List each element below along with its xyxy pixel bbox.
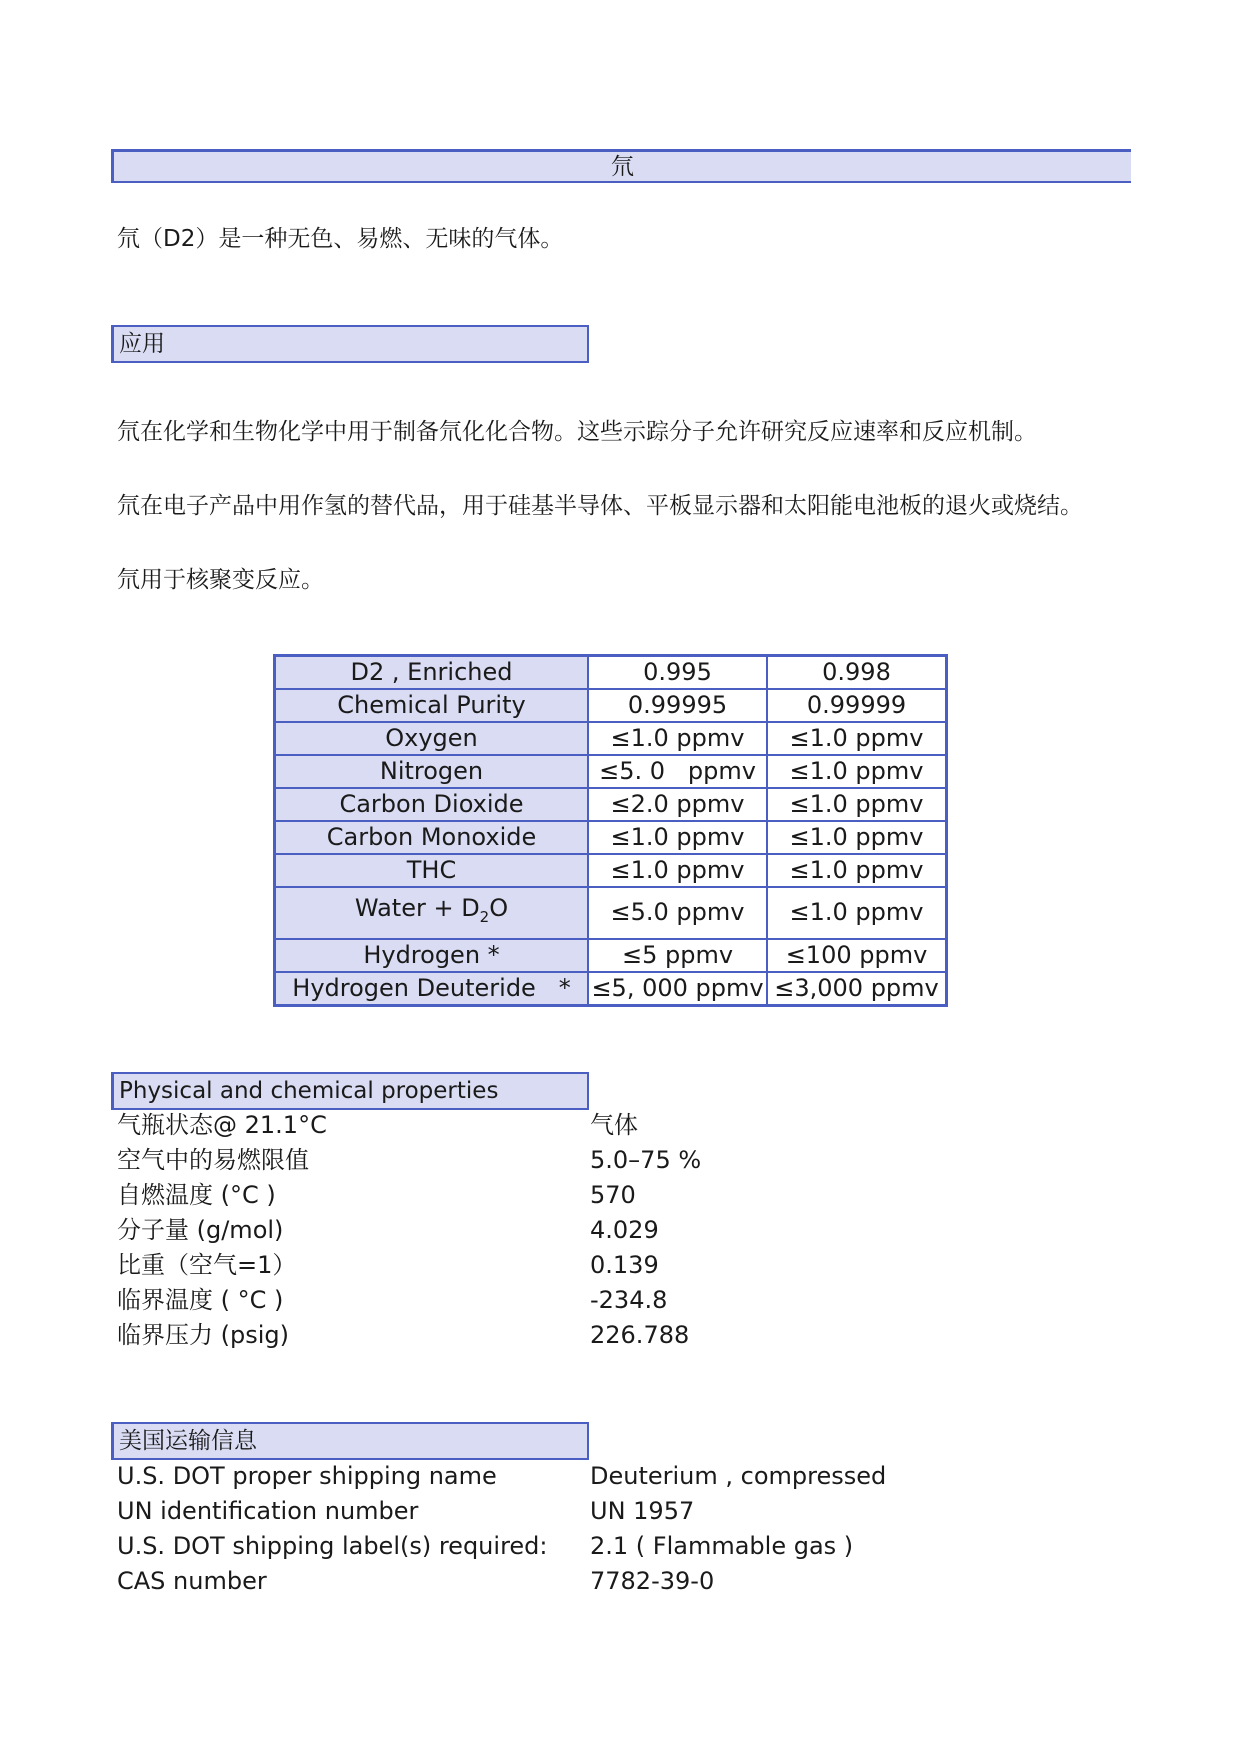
property-label: 分子量 (g/mol) [117,1216,284,1244]
property-label: 自燃温度 (°C ) [117,1181,276,1209]
transport-info-heading: 美国运输信息 [111,1422,589,1460]
table-row [275,972,947,1006]
spec-value-grade-1: ≤1.0 ppmv [588,854,767,887]
spec-value-grade-2: 0.99999 [767,689,947,722]
transport-label: UN identification number [117,1497,419,1525]
spec-value-grade-1: ≤1.0 ppmv [588,722,767,755]
table-row [275,656,947,690]
property-row [117,1318,1117,1353]
property-value: 5.0–75 % [590,1146,702,1174]
spec-value-grade-2: ≤3,000 ppmv [767,972,947,1006]
table-row [275,689,947,722]
property-label: 临界压力 (psig) [117,1321,289,1349]
property-label: 临界温度 ( °C ) [117,1286,284,1314]
transport-value: UN 1957 [590,1497,695,1525]
spec-value-grade-2: ≤1.0 ppmv [767,821,947,854]
specification-table [273,654,948,1007]
spec-name: Carbon Dioxide [275,788,589,821]
applications-heading: 应用 [111,325,589,363]
spec-value-grade-2: ≤100 ppmv [767,939,947,972]
property-row [117,1283,1117,1318]
application-paragraph: 氘用于核聚变反应。 [117,567,324,593]
transport-label: CAS number [117,1567,267,1595]
spec-name: Hydrogen Deuteride * [275,972,589,1006]
spec-value-grade-1: 0.99995 [588,689,767,722]
table-row [275,722,947,755]
property-label: 空气中的易燃限值 [117,1146,309,1174]
property-row [117,1213,1117,1248]
property-value: 气体 [590,1111,638,1139]
spec-value-grade-2: 0.998 [767,656,947,690]
transport-label: U.S. DOT proper shipping name [117,1462,497,1490]
spec-name: Nitrogen [275,755,589,788]
spec-name: Chemical Purity [275,689,589,722]
transport-label: U.S. DOT shipping label(s) required: [117,1532,548,1560]
property-value: -234.8 [590,1286,668,1314]
property-value: 226.788 [590,1321,690,1349]
intro-text: 氘（D2）是一种无色、易燃、无味的气体。 [117,226,564,252]
table-row [275,821,947,854]
spec-value-grade-1: ≤5. 0 ppmv [588,755,767,788]
property-row [117,1248,1117,1283]
spec-value-grade-2: ≤1.0 ppmv [767,755,947,788]
spec-value-grade-2: ≤1.0 ppmv [767,854,947,887]
spec-name: Carbon Monoxide [275,821,589,854]
property-value: 4.029 [590,1216,659,1244]
transport-row [117,1494,1117,1529]
spec-value-grade-1: ≤1.0 ppmv [588,821,767,854]
table-row [275,854,947,887]
spec-value-grade-2: ≤1.0 ppmv [767,887,947,939]
spec-value-grade-1: ≤5.0 ppmv [588,887,767,939]
page-title: 氘 [111,149,1131,183]
table-row [275,788,947,821]
spec-value-grade-1: ≤5 ppmv [588,939,767,972]
transport-value: Deuterium , compressed [590,1462,887,1490]
spec-name: Oxygen [275,722,589,755]
application-paragraph: 氘在电子产品中用作氢的替代品，用于硅基半导体、平板显示器和太阳能电池板的退火或烧结。 [117,493,1083,519]
property-label: 比重（空气=1） [117,1251,297,1279]
property-value: 570 [590,1181,636,1209]
spec-value-grade-1: 0.995 [588,656,767,690]
table-row [275,755,947,788]
physical-properties-heading: Physical and chemical properties [111,1072,589,1110]
table-row [275,887,947,939]
transport-row [117,1529,1117,1564]
spec-value-grade-1: ≤5, 000 ppmv [588,972,767,1006]
transport-value: 7782-39-0 [590,1567,715,1595]
transport-value: 2.1 ( Flammable gas ) [590,1532,854,1560]
property-row [117,1108,1117,1143]
transport-row [117,1564,1117,1599]
property-label: 气瓶状态@ 21.1°C [117,1111,327,1139]
spec-value-grade-1: ≤2.0 ppmv [588,788,767,821]
property-row [117,1178,1117,1213]
property-row [117,1143,1117,1178]
spec-name: THC [275,854,589,887]
spec-value-grade-2: ≤1.0 ppmv [767,788,947,821]
application-paragraph: 氘在化学和生物化学中用于制备氘化化合物。这些示踪分子允许研究反应速率和反应机制。 [117,419,1037,445]
table-row [275,939,947,972]
spec-value-grade-2: ≤1.0 ppmv [767,722,947,755]
spec-name: Water + $D_2O$ [275,887,589,939]
spec-name: D2 , Enriched [275,656,589,690]
spec-name: Hydrogen * [275,939,589,972]
transport-row [117,1459,1117,1494]
property-value: 0.139 [590,1251,659,1279]
